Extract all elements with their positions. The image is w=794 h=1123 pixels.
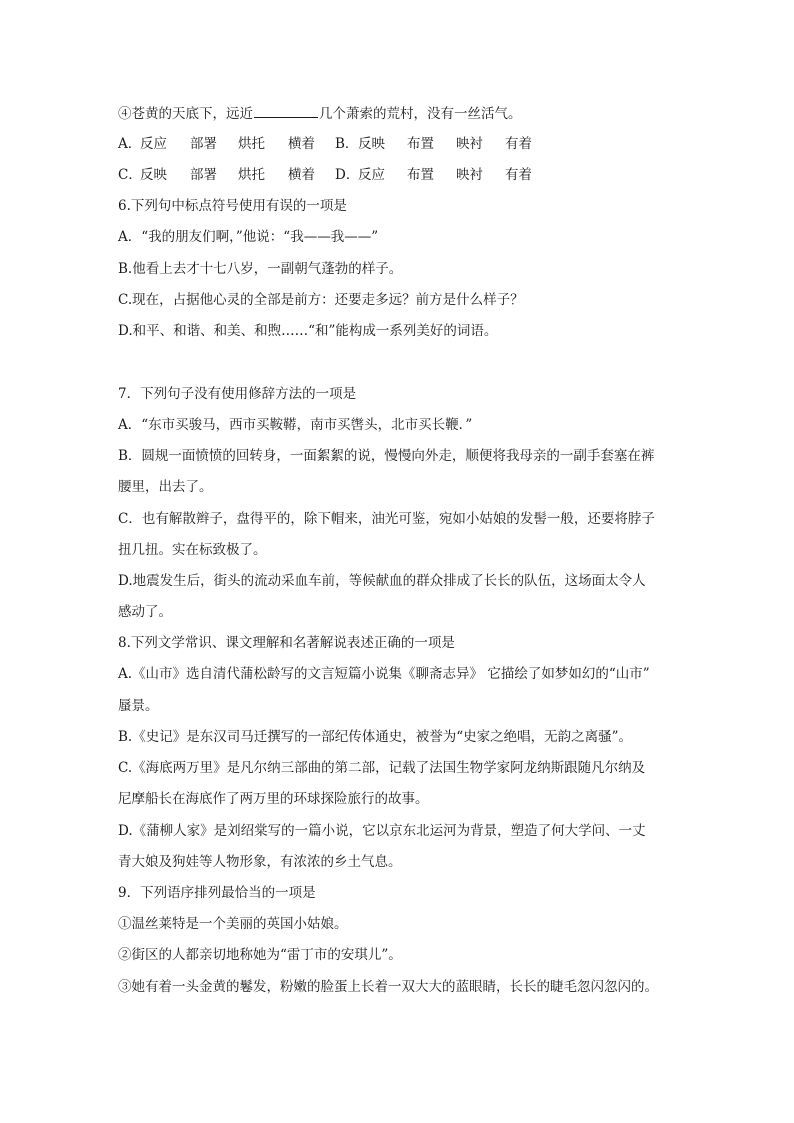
q5-options-row-ab	[118, 134, 558, 154]
q5-item-4-before: ④苍黄的天底下，远近	[118, 106, 253, 122]
q7-option-c-line-2: 扭几扭。实在标致极了。	[118, 542, 267, 558]
q9-sentence-2: ②街区的人都亲切地称她为“雷丁市的安琪儿”。	[118, 947, 402, 963]
q7-option-d-line-2: 感动了。	[118, 604, 172, 620]
q9-sentence-1: ①温丝莱特是一个美丽的英国小姑娘。	[118, 916, 348, 932]
q8-option-c-line-2: 尼摩船长在海底作了两万里的环球探险旅行的故事。	[118, 791, 429, 807]
option-b-word-1: 反映	[358, 136, 385, 152]
q7-stem: 7．下列句子没有使用修辞方法的一项是	[118, 386, 357, 402]
q8-option-b: B.《史记》是东汉司马迁撰写的一部纪传体通史，被誉为“史家之绝唱，无韵之离骚”。	[118, 729, 633, 745]
option-d-word-1: 反应	[358, 167, 385, 183]
fill-in-blank	[254, 103, 318, 118]
q7-option-a: A．“东市买骏马，西市买鞍鞯，南市买辔头，北市买长鞭．”	[118, 417, 473, 433]
option-b-word-3: 映衬	[456, 136, 483, 152]
q8-option-c-line-1: C.《海底两万里》是凡尔纳三部曲的第二部，记载了法国生物学家阿龙纳斯跟随凡尔纳及	[118, 760, 646, 776]
option-c-word-3: 烘托	[238, 167, 265, 183]
option-a-word-2: 部署	[190, 136, 217, 152]
q6-option-c: C.现在，占据他心灵的全部是前方：还要走多远？前方是什么样子？	[118, 292, 524, 308]
option-a-word-3: 烘托	[238, 136, 265, 152]
q8-option-a-line-1: A.《山市》选自清代蒲松龄写的文言短篇小说集《聊斋志异》 它描绘了如梦如幻的“山市”	[118, 666, 650, 682]
q6-option-b: B.他看上去才十七八岁，一副朝气蓬勃的样子。	[118, 261, 403, 277]
q7-option-b-line-1: B．圆规一面愤愤的回转身，一面絮絮的说，慢慢向外走，顺便将我母亲的一副手套塞在裤	[118, 448, 655, 464]
option-letter-d: D．	[335, 167, 360, 183]
q6-option-a: A．“我的朋友们啊，”他说：“我——我——”	[118, 229, 379, 245]
q6-stem: 6.下列句中标点符号使用有误的一项是	[118, 198, 347, 214]
option-c-word-1: 反映	[140, 167, 167, 183]
q8-option-d-line-2: 青大娘及狗娃等人物形象，有浓浓的乡土气息。	[118, 854, 402, 870]
option-letter-a: A．	[118, 136, 142, 152]
q9-sentence-3: ③她有着一头金黄的鬈发，粉嫩的脸蛋上长着一双大大的蓝眼睛，长长的睫毛忽闪忽闪的。	[118, 979, 658, 995]
option-b-word-2: 布置	[407, 136, 434, 152]
q8-option-d-line-1: D.《蒲柳人家》是刘绍棠写的一篇小说，它以京东北运河为背景，塑造了何大学问、一丈	[118, 823, 646, 839]
option-d-word-3: 映衬	[456, 167, 483, 183]
option-letter-b: B．	[335, 136, 359, 152]
q7-option-d-line-1: D.地震发生后，街头的流动采血车前，等候献血的群众排成了长长的队伍，这场面太令人	[118, 573, 646, 589]
option-d-word-4: 有着	[505, 167, 532, 183]
q5-item-4	[118, 103, 522, 124]
option-d-word-2: 布置	[407, 167, 434, 183]
q8-stem: 8.下列文学常识、课文理解和名著解说表述正确的一项是	[118, 635, 455, 651]
q6-option-d: D.和平、和谐、和美、和煦……“和”能构成一系列美好的词语。	[118, 323, 498, 339]
option-a-word-4: 横着	[288, 136, 315, 152]
q9-stem: 9．下列语序排列最恰当的一项是	[118, 885, 316, 901]
q8-option-a-line-2: 蜃景。	[118, 698, 159, 714]
option-b-word-4: 有着	[505, 136, 532, 152]
q5-options-row-cd	[118, 165, 558, 185]
option-a-word-1: 反应	[140, 136, 167, 152]
option-letter-c: C．	[118, 167, 142, 183]
q7-option-c-line-1: C．也有解散辫子，盘得平的，除下帽来，油光可鉴，宛如小姑娘的发髻一般，还要将脖子	[118, 511, 655, 527]
q7-option-b-line-2: 腰里，出去了。	[118, 479, 213, 495]
option-c-word-2: 部署	[190, 167, 217, 183]
option-c-word-4: 横着	[288, 167, 315, 183]
q5-item-4-after: 几个萧索的荒村，没有一丝活气。	[319, 106, 522, 122]
